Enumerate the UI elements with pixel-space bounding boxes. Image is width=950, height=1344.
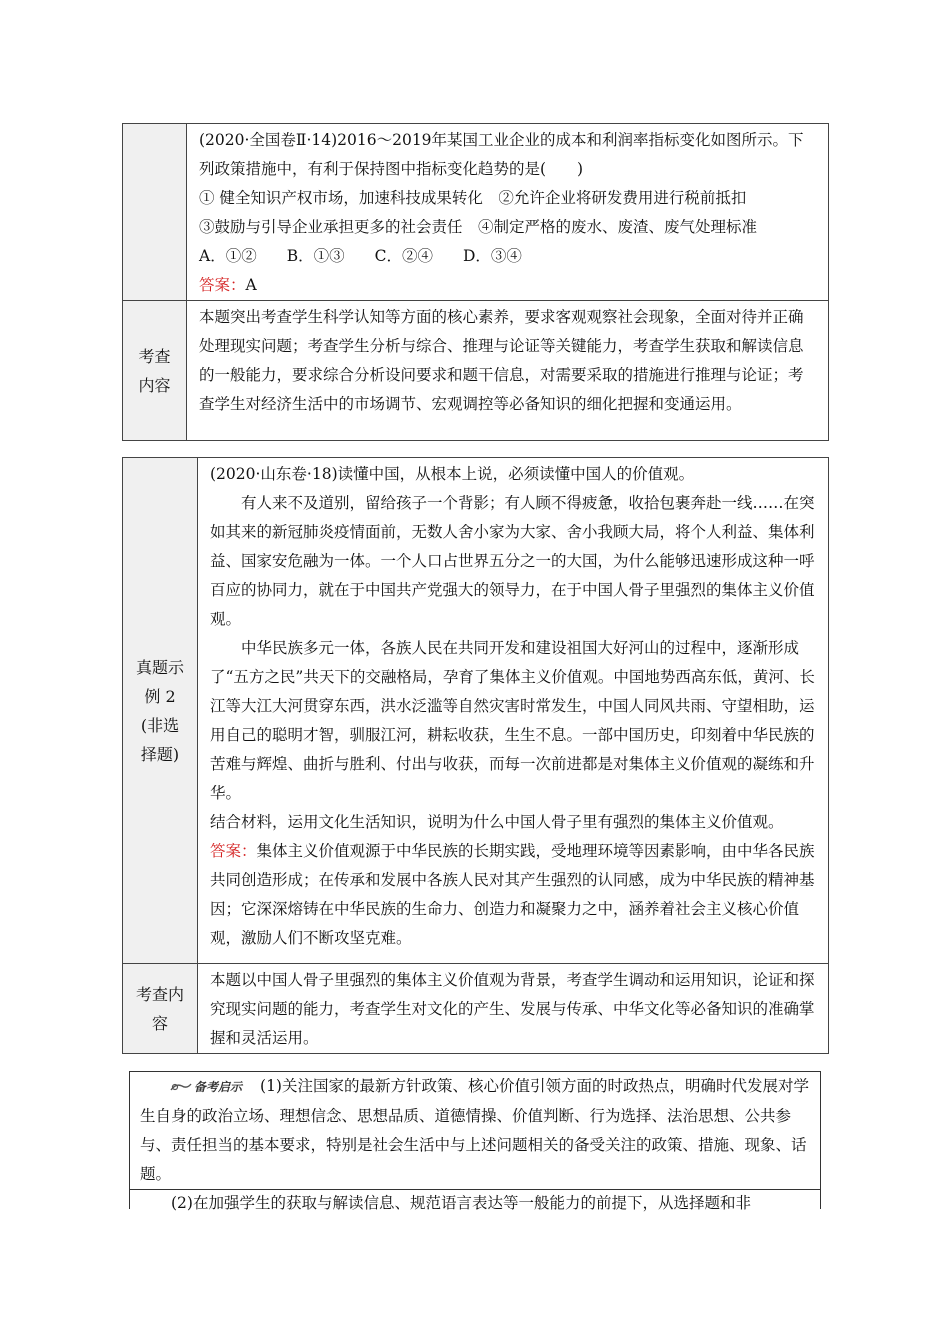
example2-table — [122, 457, 829, 1054]
tips-point2: (2)在加强学生的获取与解读信息、规范语言表达等一般能力的前提下，从选择题和非 — [171, 1193, 751, 1212]
example2-content-cell — [198, 458, 829, 964]
example2-intro: (2020·山东卷·18)读懂中国，从根本上说，必须读懂中国人的价值观。 — [210, 465, 695, 483]
tips-badge: 备考启示 — [170, 1073, 242, 1102]
example1-answer — [199, 271, 818, 300]
example2-question: 结合材料，运用文化生活知识，说明为什么中国人骨子里有强烈的集体主义价值观。 — [210, 813, 784, 831]
exam-content1-text-cell — [187, 301, 829, 441]
exam-content1-label-cell — [123, 301, 187, 441]
example2-answer — [210, 837, 818, 953]
exam-content2-text-cell — [198, 964, 829, 1054]
exam-content1-label: 考查 内容 — [138, 346, 171, 395]
example2-label-cell — [123, 458, 198, 964]
option-b: B．①③ — [286, 247, 345, 265]
exam-content2-text: 本题以中国人骨子里强烈的集体主义价值观为背景，考查学生调动和运用知识，论证和探究现实问题的能力，考查学生对文化的产生、发展与传承、中华文化等必备知识的准确掌握和灵活运用。 — [210, 971, 815, 1047]
option-c: C．②④ — [374, 247, 433, 265]
example2-label: 真题示 例 2 (非选 择题) — [135, 657, 184, 764]
pen-icon — [170, 1081, 192, 1093]
exam-content2-label-cell — [123, 964, 198, 1054]
tips-point1: 备考启示 (1)关注国家的最新方针政策、核心价值引领方面的时政热点，明确时代发展对学生自身的政治立场、理想信念、思想品质、道德情操、价值判断、行为选择、法治思想、公共参与、责任担当的基本要求，特别是社会生活中与上述问题相关的备受关注的政策、措施、现象、话题。 — [140, 1072, 816, 1189]
example1-table — [122, 123, 829, 441]
answer-value: A — [245, 276, 257, 294]
example1-question: (2020·全国卷Ⅱ·14)2016～2019年某国工业企业的成本和利润率指标变化如图所示。下列政策措施中，有利于保持图中指标变化趋势的是( ) — [199, 131, 804, 178]
example1-items-row1: ① 健全知识产权市场，加速科技成果转化 ②允许企业将研发费用进行税前抵扣 — [199, 189, 747, 207]
example1-options — [199, 242, 818, 271]
option-a: A．①② — [199, 247, 257, 265]
example2-para2: 中华民族多元一体，各族人民在共同开发和建设祖国大好河山的过程中，逐渐形成了“五方之民”共天下的交融格局，孕育了集体主义价值观。中国地势西高东低，黄河、长江等大江大河贯穿东西，洪水泛滥等自然灾害时常发生，中国人同风共雨、守望相助，运用自己的聪明才智，驯服江河，耕耘收获，生生不息。一部中国历史，印刻着中华民族的苦难与辉煌、曲折与胜利、付出与收获，而每一次前进都是对集体主义价值观的凝练和升华。 — [210, 639, 815, 802]
example1-content-cell — [187, 124, 829, 301]
example1-items-row2: ③鼓励与引导企业承担更多的社会责任 ④制定严格的废水、废渣、废气处理标准 — [199, 218, 758, 236]
example1-label-cell — [123, 124, 187, 301]
tips-box — [129, 1071, 821, 1212]
exam-content1-text: 本题突出考查学生科学认知等方面的核心素养，要求客观观察社会现象，全面对待并正确处理现实问题；考查学生分析与综合、推理与论证等关键能力，考查学生获取和解读信息的一般能力，要求综合分析设问要求和题干信息，对需要采取的措施进行推理与论证；考查学生对经济生活中的市场调节、宏观调控等必备知识的细化把握和变通运用。 — [199, 308, 804, 413]
option-d: D．③④ — [462, 247, 522, 265]
exam-content2-label: 考查内 容 — [135, 984, 184, 1033]
answer-label: 答案： — [199, 276, 246, 294]
answer-text: 集体主义价值观源于中华民族的长期实践，受地理环境等因素影响，由中华各民族共同创造形成；在传承和发展中各族人民对其产生强烈的认同感，成为中华民族的精神基因；它深深熔铸在中华民族的生命力、创造力和凝聚力之中，涵养着社会主义核心价值观，激励人们不断攻坚克难。 — [210, 842, 815, 947]
answer-label: 答案： — [210, 842, 257, 860]
tips-text — [140, 1072, 816, 1218]
example2-para1: 有人来不及道别，留给孩子一个背影；有人顾不得疲惫，收拾包裹奔赴一线……在突如其来的新冠肺炎疫情面前，无数人舍小家为大家、舍小我顾大局，将个人利益、集体利益、国家安危融为一体。一个人口占世界五分之一的大国，为什么能够迅速形成这种一呼百应的协同力，就在于中国共产党强大的领导力，在于中国人骨子里强烈的集体主义价值观。 — [210, 494, 815, 628]
